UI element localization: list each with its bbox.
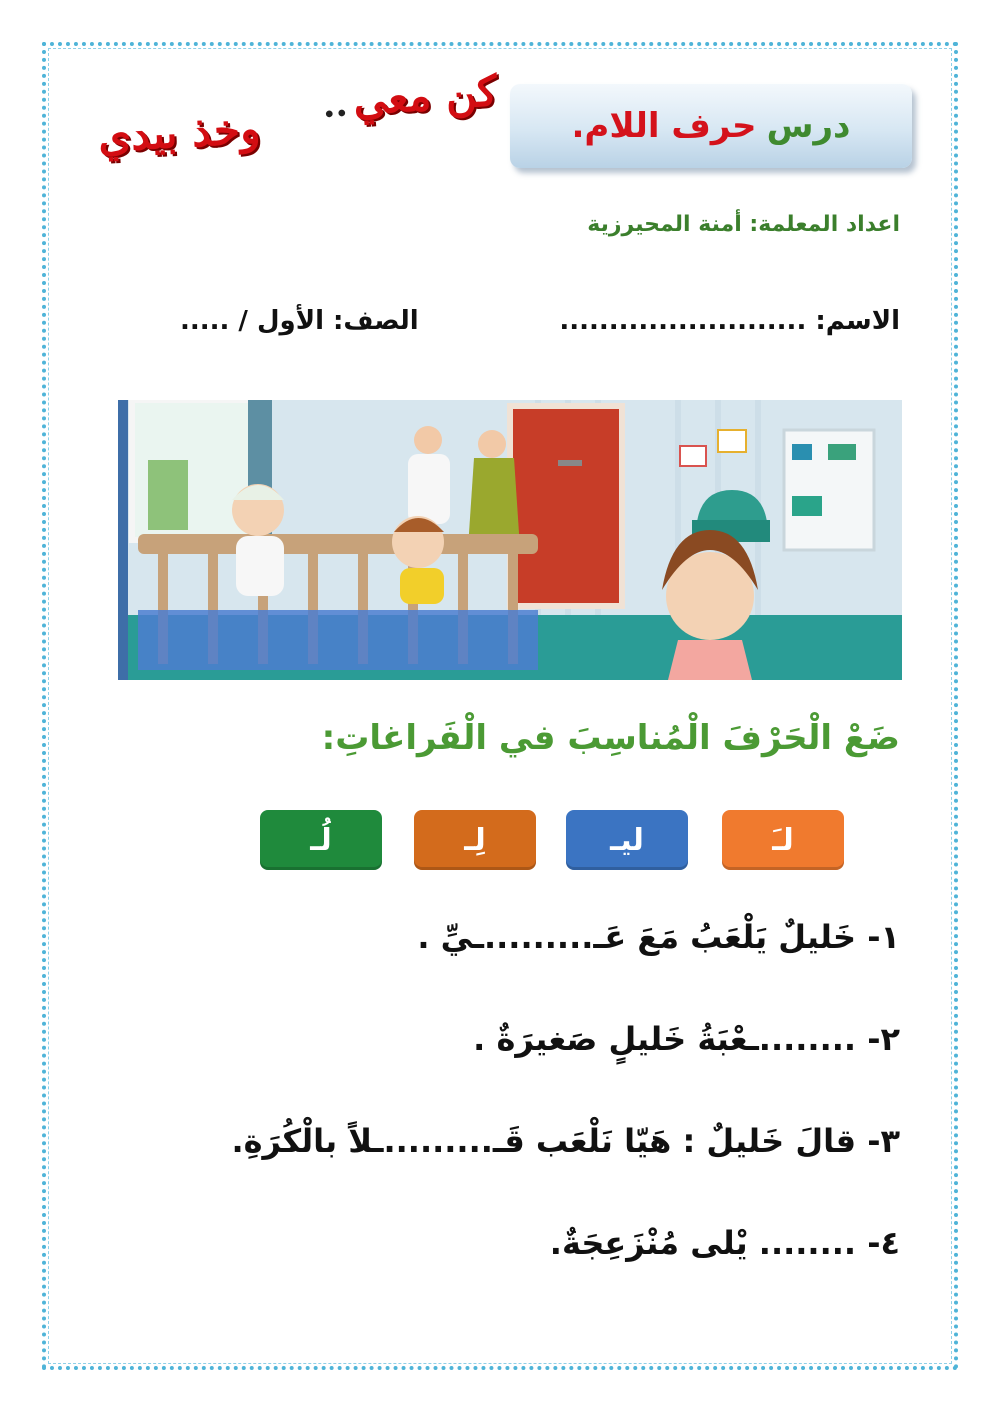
- bedroom-scene-image: [118, 400, 902, 680]
- sentence-2: ٢- ........ـعْبَةُ خَليلٍ صَغيرَةٌ .: [473, 1020, 900, 1058]
- student-name-field[interactable]: الاسم: .........................: [559, 306, 900, 336]
- lesson-title-word: درس: [766, 106, 851, 146]
- student-class-field[interactable]: الصف: الأول / .....: [180, 306, 419, 336]
- slogan-dots: ..: [320, 82, 349, 127]
- letter-option-la[interactable]: لـَ: [722, 810, 844, 870]
- sentence-4: ٤- ........ يْلى مُنْزَعِجَةٌ.: [549, 1224, 900, 1262]
- teacher-credit: اعداد المعلمة: أمنة المحيرزية: [587, 212, 900, 237]
- page-border-inner: [48, 48, 952, 1364]
- student-info-row: [180, 306, 900, 336]
- exercise-instruction: ضَعْ الْحَرْفَ الْمُناسِبَ في الْفَراغاتِ:: [321, 718, 900, 758]
- slogan-line-2: وخذ بيدي: [96, 103, 262, 162]
- sentence-3: ٣- قالَ خَليلٌ : هَيّا نَلْعَب قَـ.........ـلاً بالْكُرَةِ.: [231, 1122, 900, 1160]
- lesson-title-banner: [510, 84, 912, 168]
- letter-option-lu[interactable]: لُـ: [260, 810, 382, 870]
- bedroom-illustration: [118, 400, 902, 680]
- letter-option-li[interactable]: لِـ: [414, 810, 536, 870]
- sentence-1: ١- خَليلٌ يَلْعَبُ مَعَ عَـ.........ـيِّ .: [417, 918, 900, 956]
- letter-option-lay[interactable]: ليـ: [566, 810, 688, 870]
- slogan-text-1: كن معي: [351, 65, 499, 125]
- lesson-title-topic: حرف اللام.: [571, 106, 757, 146]
